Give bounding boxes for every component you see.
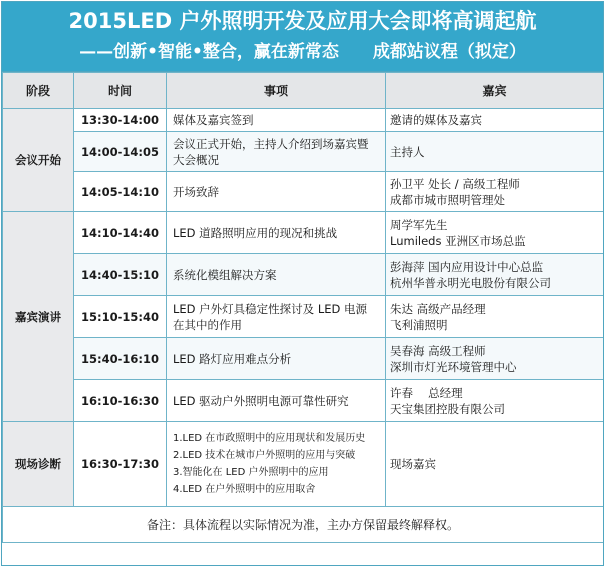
item-text: 大会概况	[173, 152, 219, 167]
table-row	[3, 109, 604, 132]
item-text: 系统化模组解决方案	[173, 267, 277, 282]
time-cell: 14:05-14:10	[74, 172, 167, 212]
item-text: 开场致辞	[173, 184, 219, 199]
guest-text: 吴春海 高级工程师	[390, 343, 486, 358]
note-row	[3, 507, 604, 543]
agenda-frame	[1, 1, 604, 566]
item-text: LED 道路照明应用的现况和挑战	[173, 225, 338, 240]
guest-cell	[386, 422, 604, 507]
guest-text: 孙卫平 处长 / 高级工程师	[390, 176, 520, 191]
item-cell	[167, 132, 386, 172]
guest-text: 现场嘉宾	[390, 457, 436, 471]
guest-cell	[386, 212, 604, 254]
guest-text: 成都市城市照明管理处	[390, 192, 505, 207]
item-cell	[167, 338, 386, 380]
guest-cell	[386, 380, 604, 422]
item-text: 2.LED 技术在城市户外照明的应用与突破	[173, 450, 356, 461]
page-subtitle: ——创新•智能•整合，赢在新常态 成都站议程（拟定）	[79, 42, 526, 62]
time-cell: 14:10-14:40	[74, 212, 167, 254]
item-cell	[167, 212, 386, 254]
item-text: 1.LED 在市政照明中的应用现状和发展历史	[173, 433, 366, 444]
item-cell	[167, 109, 386, 132]
item-text: 3.智能化在 LED 户外照明中的应用	[173, 467, 329, 478]
table-row	[3, 422, 604, 507]
guest-cell	[386, 109, 604, 132]
guest-text: 许春 总经理	[390, 385, 463, 400]
guest-text: 深圳市灯光环境管理中心	[390, 359, 517, 374]
table-row	[3, 132, 604, 172]
stage-cell: 会议开始	[3, 109, 74, 212]
note-text: 备注：具体流程以实际情况为准，主办方保留最终解释权。	[3, 507, 604, 543]
item-text: 在其中的作用	[173, 317, 242, 332]
column-header-item: 事项	[167, 73, 386, 109]
guest-text: 天宝集团控股有限公司	[390, 401, 505, 416]
guest-text: 邀请的媒体及嘉宾	[390, 113, 482, 127]
table-row	[3, 212, 604, 254]
column-header-stage: 阶段	[3, 73, 74, 109]
guest-cell	[386, 172, 604, 212]
item-cell	[167, 422, 386, 507]
item-cell	[167, 254, 386, 296]
guest-text: 周学军先生	[390, 217, 448, 232]
table-header-row	[3, 73, 604, 109]
item-cell	[167, 172, 386, 212]
time-cell: 14:00-14:05	[74, 132, 167, 172]
item-text: 媒体及嘉宾签到	[173, 113, 254, 127]
time-cell: 15:10-15:40	[74, 296, 167, 338]
time-cell: 14:40-15:10	[74, 254, 167, 296]
table-row	[3, 380, 604, 422]
guest-cell	[386, 338, 604, 380]
page-title: 2015LED 户外照明开发及应用大会即将高调起航	[68, 9, 537, 33]
column-header-guest: 嘉宾	[386, 73, 604, 109]
guest-text: 杭州华普永明光电股份有限公司	[390, 275, 551, 290]
table-row	[3, 254, 604, 296]
time-cell: 16:30-17:30	[74, 422, 167, 507]
time-cell: 16:10-16:30	[74, 380, 167, 422]
guest-cell	[386, 296, 604, 338]
item-text: 4.LED 在户外照明中的应用取舍	[173, 484, 316, 495]
item-text: LED 户外灯具稳定性探讨及 LED 电源	[173, 301, 368, 316]
guest-text: 朱达 高级产品经理	[390, 301, 486, 316]
guest-text: 飞利浦照明	[390, 317, 448, 332]
item-text: 会议正式开始，主持人介绍到场嘉宾暨	[173, 136, 369, 151]
item-cell	[167, 380, 386, 422]
table-row	[3, 172, 604, 212]
agenda-header	[2, 2, 603, 72]
table-row	[3, 296, 604, 338]
stage-cell: 嘉宾演讲	[3, 212, 74, 422]
agenda-table	[2, 72, 604, 543]
item-text: LED 驱动户外照明电源可靠性研究	[173, 393, 349, 408]
guest-text: 彭海萍 国内应用设计中心总监	[390, 259, 544, 274]
guest-text: 主持人	[390, 144, 425, 159]
time-cell: 13:30-14:00	[74, 109, 167, 132]
table-row	[3, 338, 604, 380]
item-text: LED 路灯应用难点分析	[173, 351, 292, 366]
time-cell: 15:40-16:10	[74, 338, 167, 380]
column-header-time: 时间	[74, 73, 167, 109]
stage-cell: 现场诊断	[3, 422, 74, 507]
guest-cell	[386, 254, 604, 296]
guest-cell	[386, 132, 604, 172]
guest-text: Lumileds 亚洲区市场总监	[390, 233, 526, 248]
item-cell	[167, 296, 386, 338]
